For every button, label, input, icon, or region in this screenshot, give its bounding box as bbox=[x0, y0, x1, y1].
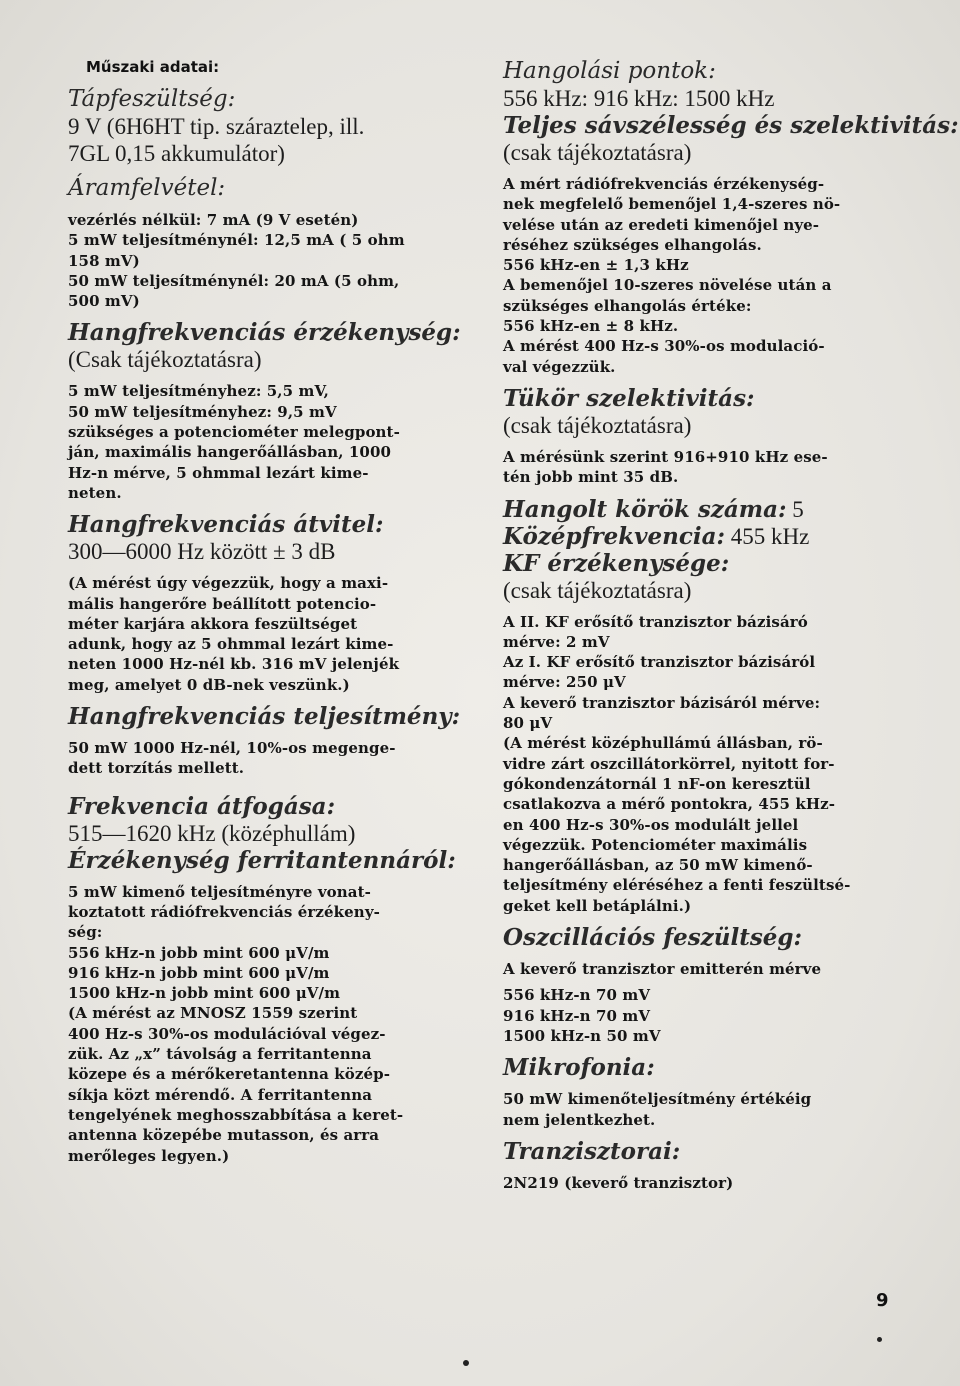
current-line: 500 mV) bbox=[68, 292, 140, 311]
image-selectivity-line: A mérésünk szerint 916+910 kHz ese- bbox=[503, 447, 828, 466]
af-transfer-line: meg, amelyet 0 dB-nek veszünk.) bbox=[68, 675, 350, 694]
ferrite-line: közepe és a mérőkeretantenna közép- bbox=[68, 1065, 391, 1084]
ferrite-line: 1500 kHz-n jobb mint 600 μV/m bbox=[68, 984, 341, 1003]
supply-line: 9 V (6H6HT tip. száraztelep, ill. bbox=[68, 114, 365, 139]
bandwidth-line: A bemenőjel 10-szeres növelése után a bbox=[503, 276, 832, 295]
bandwidth-line: A mért rádiófrekvenciás érzékenység- bbox=[503, 175, 825, 193]
supply-heading: Tápfeszültség: bbox=[68, 86, 236, 112]
current-line: 5 mW teljesítménynél: 12,5 mA ( 5 ohm bbox=[68, 231, 405, 250]
bandwidth-line: 556 kHz-en ± 8 kHz. bbox=[503, 317, 679, 336]
bandwidth-line: velése után az eredeti kimenőjel nye- bbox=[503, 215, 820, 234]
ferrite-line: 5 mW kimenő teljesítményre vonat- bbox=[68, 882, 371, 901]
left-column bbox=[68, 58, 468, 1166]
current-heading: Áramfelvétel: bbox=[68, 175, 226, 201]
if-sensitivity-line: (A mérést középhullámú állásban, rö- bbox=[503, 734, 823, 753]
right-column bbox=[503, 58, 959, 1193]
frequency-range-value: 515—1620 kHz (középhullám) bbox=[68, 820, 356, 846]
oscillation-line: 1500 kHz-n 50 mV bbox=[503, 1026, 661, 1045]
af-transfer-heading: Hangfrekvenciás átvitel: bbox=[68, 511, 384, 539]
af-sensitivity-line: neten. bbox=[68, 483, 122, 502]
bandwidth-heading: Teljes sávszélesség és szelektivitás: bbox=[503, 112, 959, 139]
if-sensitivity-line: teljesítmény eléréséhez a fenti feszültsé- bbox=[503, 876, 851, 895]
if-sensitivity-line: 80 μV bbox=[503, 714, 553, 733]
ferrite-line: ség: bbox=[68, 923, 103, 942]
microphonics-line: nem jelentkezhet. bbox=[503, 1110, 656, 1129]
af-sensitivity-line: 5 mW teljesítményhez: 5,5 mV, bbox=[68, 382, 329, 401]
oscillation-line: A keverő tranzisztor emitterén mérve bbox=[503, 960, 822, 979]
af-transfer-value: 300—6000 Hz között ± 3 dB bbox=[68, 539, 336, 565]
bandwidth-line: A mérést 400 Hz-s 30%-os modulació- bbox=[503, 337, 825, 356]
print-speck bbox=[463, 1360, 469, 1366]
af-sensitivity-line: szükséges a potenciométer melegpont- bbox=[68, 423, 400, 442]
transistors-line: 2N219 (keverő tranzisztor) bbox=[503, 1173, 734, 1192]
if-sensitivity-line: A II. KF erősítő tranzisztor bázisáró bbox=[503, 612, 808, 631]
if-sensitivity-line: hangerőállásban, az 50 mW kimenő- bbox=[503, 856, 813, 875]
ferrite-line: 556 kHz-n jobb mint 600 μV/m bbox=[68, 943, 330, 962]
if-sensitivity-line: vidre zárt oszcillátorkörrel, nyitott for- bbox=[503, 754, 835, 773]
ferrite-line: zük. Az „x” távolság a ferritantenna bbox=[68, 1045, 372, 1064]
image-selectivity-note: (csak tájékoztatásra) bbox=[503, 412, 692, 438]
page-number: 9 bbox=[876, 1290, 889, 1311]
if-sensitivity-line: gókondenzátornál 1 nF-on keresztül bbox=[503, 774, 811, 793]
frequency-range-heading: Frekvencia átfogása: bbox=[68, 792, 336, 820]
af-transfer-line: méter karjára akkora feszültséget bbox=[68, 614, 358, 633]
tuned-circuits-row bbox=[503, 496, 913, 523]
image-selectivity-heading: Tükör szelektivitás: bbox=[503, 384, 755, 412]
af-transfer-line: neten 1000 Hz-nél kb. 316 mV jelenjék bbox=[68, 655, 400, 674]
microphonics-line: 50 mW kimenőteljesítmény értékéig bbox=[503, 1090, 812, 1109]
ferrite-line: merőleges legyen.) bbox=[68, 1146, 230, 1165]
af-sensitivity-note: (Csak tájékoztatásra) bbox=[68, 347, 262, 373]
if-sensitivity-note: (csak tájékoztatásra) bbox=[503, 577, 692, 603]
tuned-circuits-value: 5 bbox=[792, 496, 804, 522]
ferrite-line: (A mérést az MNOSZ 1559 szerint bbox=[68, 1004, 358, 1023]
af-sensitivity-line: 50 mW teljesítményhez: 9,5 mV bbox=[68, 402, 337, 421]
print-speck bbox=[877, 1337, 882, 1342]
af-sensitivity-line: ján, maximális hangerőállásban, 1000 bbox=[68, 443, 392, 462]
ferrite-line: tengelyének meghosszabbítása a keret- bbox=[68, 1105, 404, 1124]
ferrite-line: 916 kHz-n jobb mint 600 μV/m bbox=[68, 963, 330, 982]
image-selectivity-line: tén jobb mint 35 dB. bbox=[503, 468, 679, 487]
tuned-circuits-heading: Hangolt körök száma: bbox=[503, 495, 787, 523]
current-line: 50 mW teljesítménynél: 20 mA (5 ohm, bbox=[68, 271, 400, 290]
bandwidth-line: 556 kHz-en ± 1,3 kHz bbox=[503, 256, 689, 275]
ferrite-line: síkja közt mérendő. A ferritantenna bbox=[68, 1085, 373, 1104]
af-power-line: 50 mW 1000 Hz-nél, 10%-os megenge- bbox=[68, 739, 396, 758]
if-sensitivity-line: en 400 Hz-s 30%-os modulált jellel bbox=[503, 815, 799, 834]
if-row bbox=[503, 523, 913, 550]
tuning-points-value: 556 kHz: 916 kHz: 1500 kHz bbox=[503, 86, 775, 111]
af-power-heading: Hangfrekvenciás teljesítmény: bbox=[68, 703, 461, 731]
if-sensitivity-heading: KF érzékenysége: bbox=[503, 549, 730, 577]
af-sensitivity-line: Hz-n mérve, 5 ohmmal lezárt kime- bbox=[68, 463, 369, 482]
current-line: 158 mV) bbox=[68, 251, 140, 270]
af-transfer-line: (A mérést úgy végezzük, hogy a maxi- bbox=[68, 574, 389, 593]
af-transfer-line: mális hangerőre beállított potencio- bbox=[68, 594, 377, 613]
if-sensitivity-line: mérve: 2 mV bbox=[503, 632, 610, 651]
if-sensitivity-line: végezzük. Potenciométer maximális bbox=[503, 835, 808, 854]
if-sensitivity-line: geket kell betáplálni.) bbox=[503, 896, 692, 915]
current-line: vezérlés nélkül: 7 mA (9 V esetén) bbox=[68, 211, 359, 229]
bandwidth-line: val végezzük. bbox=[503, 357, 616, 376]
transistors-heading: Tranzisztorai: bbox=[503, 1137, 681, 1165]
section-header: Műszaki adatai: bbox=[86, 58, 220, 76]
oscillation-line: 556 kHz-n 70 mV bbox=[503, 986, 651, 1005]
bandwidth-line: nek megfelelő bemenőjel 1,4-szeres nö- bbox=[503, 195, 841, 214]
tuning-points-heading: Hangolási pontok: bbox=[503, 58, 716, 84]
if-value: 455 kHz bbox=[730, 523, 810, 549]
if-sensitivity-line: Az I. KF erősítő tranzisztor bázisáról bbox=[503, 653, 816, 672]
microphonics-heading: Mikrofonia: bbox=[503, 1054, 655, 1082]
supply-line: 7GL 0,15 akkumulátor) bbox=[68, 141, 285, 166]
oscillation-heading: Oszcillációs feszültség: bbox=[503, 924, 802, 952]
ferrite-line: 400 Hz-s 30%-os modulációval végez- bbox=[68, 1024, 386, 1043]
ferrite-sensitivity-heading: Érzékenység ferritantennáról: bbox=[68, 846, 456, 874]
af-power-line: dett torzítás mellett. bbox=[68, 759, 245, 778]
bandwidth-note: (csak tájékoztatásra) bbox=[503, 140, 692, 165]
if-heading: Középfrekvencia: bbox=[503, 522, 726, 550]
af-transfer-line: adunk, hogy az 5 ohmmal lezárt kime- bbox=[68, 635, 394, 654]
if-sensitivity-line: csatlakozva a mérő pontokra, 455 kHz- bbox=[503, 795, 836, 814]
oscillation-line: 916 kHz-n 70 mV bbox=[503, 1006, 651, 1025]
if-sensitivity-line: A keverő tranzisztor bázisáról mérve: bbox=[503, 693, 821, 712]
ferrite-line: antenna közepébe mutasson, és arra bbox=[68, 1126, 380, 1145]
bandwidth-line: réséhez szükséges elhangolás. bbox=[503, 235, 762, 254]
af-sensitivity-heading: Hangfrekvenciás érzékenység: bbox=[68, 319, 461, 347]
if-sensitivity-line: mérve: 250 μV bbox=[503, 673, 626, 692]
ferrite-line: koztatott rádiófrekvenciás érzékeny- bbox=[68, 902, 380, 921]
bandwidth-line: szükséges elhangolás értéke: bbox=[503, 296, 752, 315]
